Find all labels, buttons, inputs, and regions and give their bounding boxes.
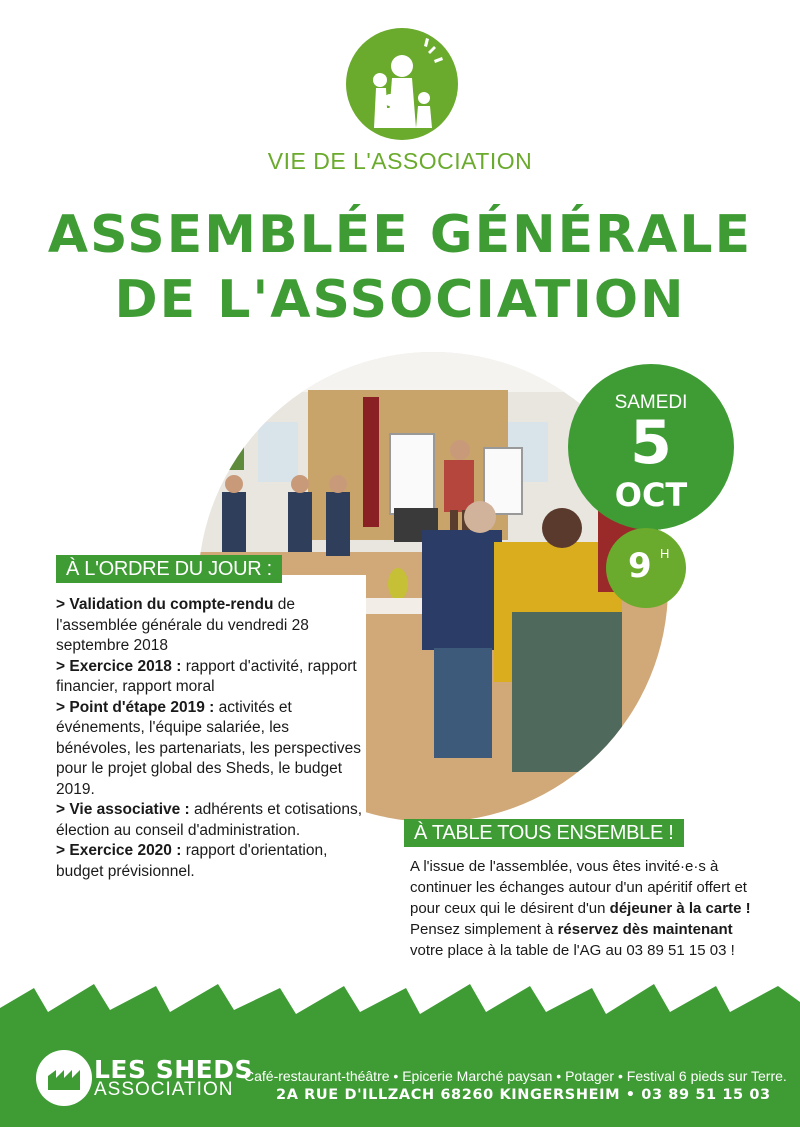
footer-address: 2A RUE D'ILLZACH 68260 KINGERSHEIM • 03 89 51 15 03: [276, 1087, 771, 1103]
agenda-item-title: > Point d'étape 2019 :: [56, 698, 215, 716]
org-sub: ASSOCIATION: [94, 1079, 234, 1100]
sheds-logo-icon: [36, 1050, 92, 1106]
table-text-1-bold: déjeuner à la carte !: [609, 900, 751, 917]
agenda-item-text: adhérents et cotisations, élection au conseil d'administration.: [56, 801, 363, 839]
agenda-item-text: activités et événements, l'équipe salariée, les bénévoles, les partenariats, les perspectives pour le projet global des Sheds, le budget 2019.: [56, 698, 361, 798]
agenda-item-text: rapport d'activité, rapport financier, rapport moral: [56, 657, 357, 695]
time-suffix: H: [660, 546, 670, 561]
time-badge: [606, 528, 686, 608]
agenda-item-title: > Vie associative :: [56, 801, 190, 818]
agenda-item-text: de l'assemblée générale du vendredi 28 septembre 2018: [56, 596, 309, 654]
footer-services: Café-restaurant-théâtre • Epicerie Marché paysan • Potager • Festival 6 pieds sur Terre.: [244, 1068, 787, 1084]
table-text-3: votre place à la table de l'AG au 03 89 51 15 03 !: [410, 942, 735, 959]
org-name: LES SHEDS: [94, 1055, 253, 1084]
agenda-item: [56, 657, 366, 698]
table-heading: À TABLE TOUS ENSEMBLE !: [404, 819, 684, 847]
agenda-heading: À L'ORDRE DU JOUR :: [56, 555, 282, 583]
agenda-item: [56, 698, 366, 801]
date-day: 5: [630, 408, 672, 478]
time-hour: 9: [628, 546, 652, 586]
table-text-1: A l'issue de l'assemblée, vous êtes invité·e·s à continuer les échanges autour d'un apéritif offert et pour ceux qui le désirent d'un: [410, 858, 747, 917]
table-text-2: Pensez simplement à: [410, 921, 558, 938]
agenda-item-text: rapport d'orientation, budget prévisionnel.: [56, 842, 328, 880]
footer-band: [0, 978, 800, 1127]
agenda-item-title: > Validation du compte-rendu: [56, 596, 274, 613]
agenda-item: [56, 800, 366, 841]
page-title: ASSEMBLÉE GÉNÉRALE: [47, 205, 753, 265]
agenda-item: [56, 595, 366, 657]
agenda-item-title: > Exercice 2018 :: [56, 657, 182, 675]
date-weekday: SAMEDI: [614, 392, 688, 413]
table-text-2-bold: réservez dès maintenant: [557, 921, 733, 938]
agenda-list: [56, 595, 366, 882]
page-title-line2: DE L'ASSOCIATION: [114, 270, 686, 330]
section-label: VIE DE L'ASSOCIATION: [267, 148, 533, 174]
agenda-item-title: > Exercice 2020 :: [56, 842, 182, 859]
association-logo-icon: [346, 28, 458, 140]
date-month: OCT: [614, 476, 688, 514]
table-description: [410, 856, 770, 961]
agenda-item: [56, 841, 366, 882]
date-badge: [568, 364, 734, 530]
